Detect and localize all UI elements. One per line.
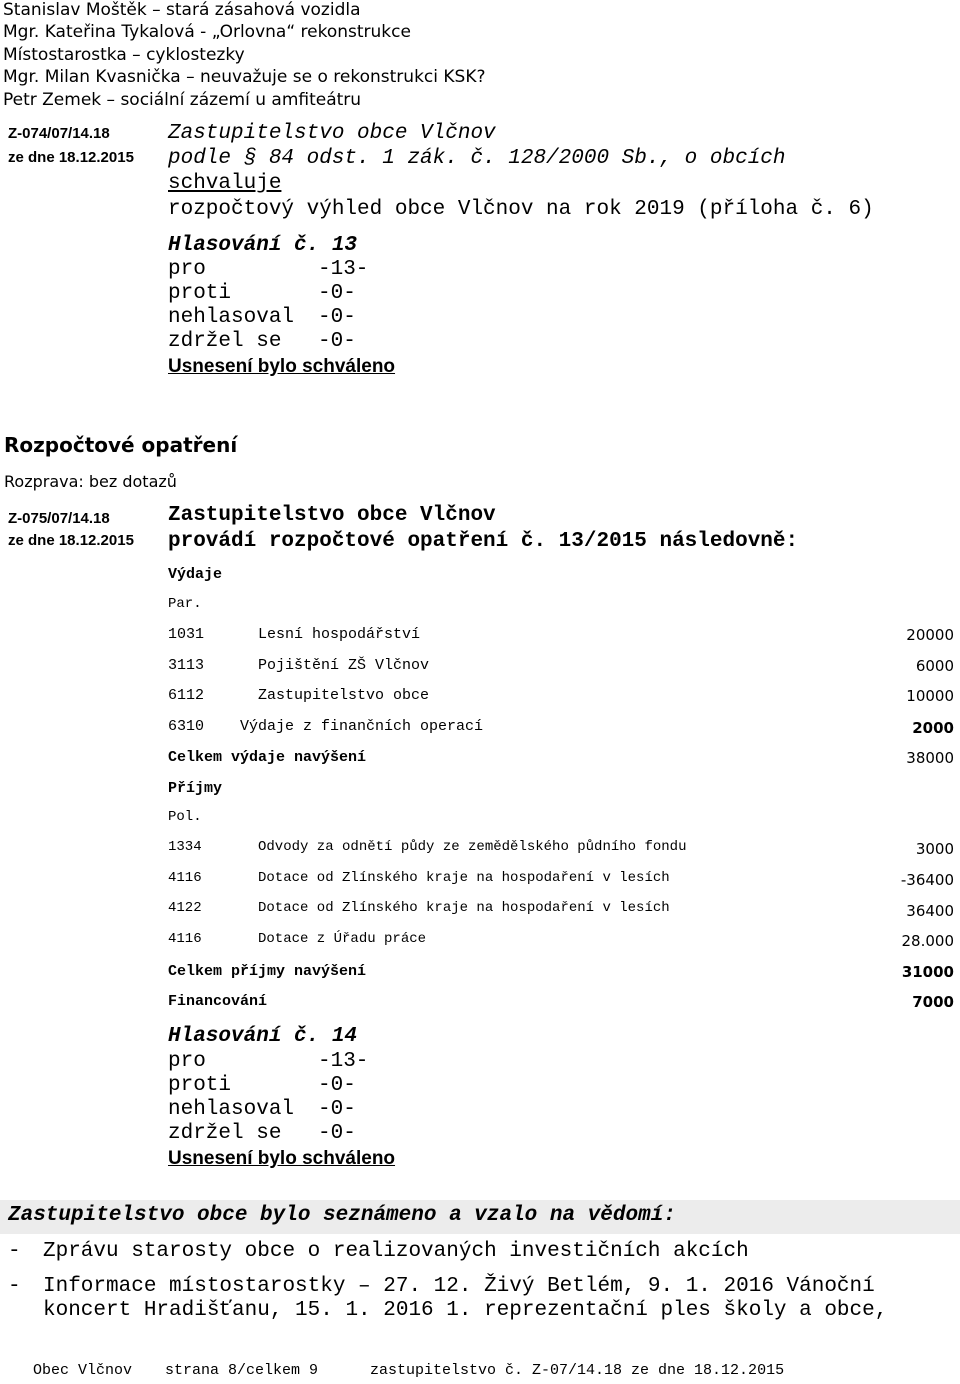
expenses-title: Výdaje (168, 566, 223, 583)
table-row-code: 4122 (168, 900, 202, 916)
vote-row-against: proti -0- (168, 282, 356, 305)
vote-row-abstain: zdržel se -0- (168, 1122, 356, 1145)
table-row-name: Dotace od Zlínského kraje na hospodaření v lesích (258, 900, 670, 916)
resolution-law: podle § 84 odst. 1 zák. č. 128/2000 Sb., o obcích (168, 147, 786, 170)
list-item-continuation: koncert Hradišťanu, 15. 1. 2016 1. reprezentační ples školy a obce, (43, 1299, 888, 1322)
vote-row-for: pro -13- (168, 258, 369, 281)
resolution-body: Zastupitelstvo obce Vlčnov (168, 122, 496, 145)
vote-row-for: pro -13- (168, 1050, 369, 1073)
speaker-line: Mgr. Kateřina Tykalová - „Orlovna“ rekonstrukce (3, 22, 411, 42)
discussion-note: Rozprava: bez dotazů (4, 472, 177, 491)
vote-result: Usnesení bylo schváleno (168, 356, 396, 377)
table-row-name: Lesní hospodářství (258, 626, 421, 643)
income-total: 31000 (901, 963, 954, 981)
vote-row-absent: nehlasoval -0- (168, 306, 356, 329)
table-row-code: 4116 (168, 931, 202, 947)
resolution-number: Z-075/07/14.18 (8, 510, 110, 527)
resolution-verb: schvaluje (168, 172, 282, 195)
table-row-name: Pojištění ZŠ Vlčnov (258, 657, 430, 674)
list-dash: - (8, 1240, 21, 1263)
resolution-text: rozpočtový výhled obce Vlčnov na rok 2019 (příloha č. 6) (168, 198, 874, 221)
table-row-code: 6112 (168, 687, 205, 704)
resolution-date: ze dne 18.12.2015 (8, 532, 134, 549)
table-row-code: 3113 (168, 657, 205, 674)
noted-title: Zastupitelstvo obce bylo seznámeno a vzalo na vědomí: (8, 1204, 676, 1227)
vote-row-absent: nehlasoval -0- (168, 1098, 356, 1121)
footer-org: Obec Vlčnov (33, 1362, 133, 1379)
speaker-line: Petr Zemek – sociální zázemí u amfiteátru (3, 90, 362, 110)
income-total-label: Celkem příjmy navýšení (168, 963, 367, 980)
footer-page: strana 8/celkem 9 (165, 1362, 319, 1379)
table-row-name: Dotace od Zlínského kraje na hospodaření v lesích (258, 870, 670, 886)
financing-label: Financování (168, 993, 268, 1010)
speaker-line: Mgr. Milan Kvasnička – neuvažuje se o rekonstrukci KSK? (3, 67, 486, 87)
vote-title: Hlasování č. 14 (168, 1025, 358, 1048)
section-title: Rozpočtové opatření (4, 433, 238, 457)
list-item: - Informace místostarostky – 27. 12. Živý Betlém, 9. 1. 2016 Vánoční (8, 1275, 875, 1298)
vote-row-against: proti -0- (168, 1074, 356, 1097)
table-row-amount: 3000 (915, 840, 954, 858)
table-row-amount: 6000 (915, 657, 954, 675)
vote-result: Usnesení bylo schváleno (168, 1148, 396, 1169)
table-row-amount: 20000 (906, 626, 954, 644)
table-row-name: Výdaje z finančních operací (240, 718, 484, 735)
list-item: - Zprávu starosty obce o realizovaných investičních akcích (8, 1240, 749, 1263)
table-row-amount: 28.000 (901, 932, 954, 950)
list-dash: - (8, 1275, 21, 1298)
resolution-date: ze dne 18.12.2015 (8, 149, 134, 166)
table-row-code: 4116 (168, 870, 202, 886)
vote-title: Hlasování č. 13 (168, 234, 358, 257)
resolution-number: Z-074/07/14.18 (8, 125, 110, 142)
speaker-line: Místostarostka – cyklostezky (3, 45, 245, 65)
resolution-text: provádí rozpočtové opatření č. 13/2015 následovně: (168, 530, 799, 553)
resolution-body: Zastupitelstvo obce Vlčnov (168, 504, 496, 527)
footer-session: zastupitelstvo č. Z-07/14.18 ze dne 18.12.2015 (370, 1362, 785, 1379)
table-row-name: Odvody za odnětí půdy ze zemědělského půdního fondu (258, 839, 687, 855)
vote-row-abstain: zdržel se -0- (168, 330, 356, 353)
table-row-code: 1334 (168, 839, 202, 855)
table-row-code: 6310 (168, 718, 205, 735)
table-row-amount: -36400 (900, 871, 954, 889)
expenses-column-header: Par. (168, 596, 202, 612)
expenses-total: 38000 (906, 749, 954, 767)
table-row-name: Zastupitelstvo obce (258, 687, 430, 704)
income-title: Příjmy (168, 780, 223, 797)
table-row-amount: 10000 (906, 687, 954, 705)
table-row-name: Dotace z Úřadu práce (258, 931, 427, 947)
table-row-code: 1031 (168, 626, 205, 643)
financing-amount: 7000 (912, 993, 954, 1011)
table-row-amount: 36400 (906, 902, 954, 920)
table-row-amount: 2000 (912, 719, 954, 737)
income-column-header: Pol. (168, 809, 202, 825)
speaker-line: Stanislav Moštěk – stará zásahová vozidla (3, 0, 361, 20)
expenses-total-label: Celkem výdaje navýšení (168, 749, 367, 766)
